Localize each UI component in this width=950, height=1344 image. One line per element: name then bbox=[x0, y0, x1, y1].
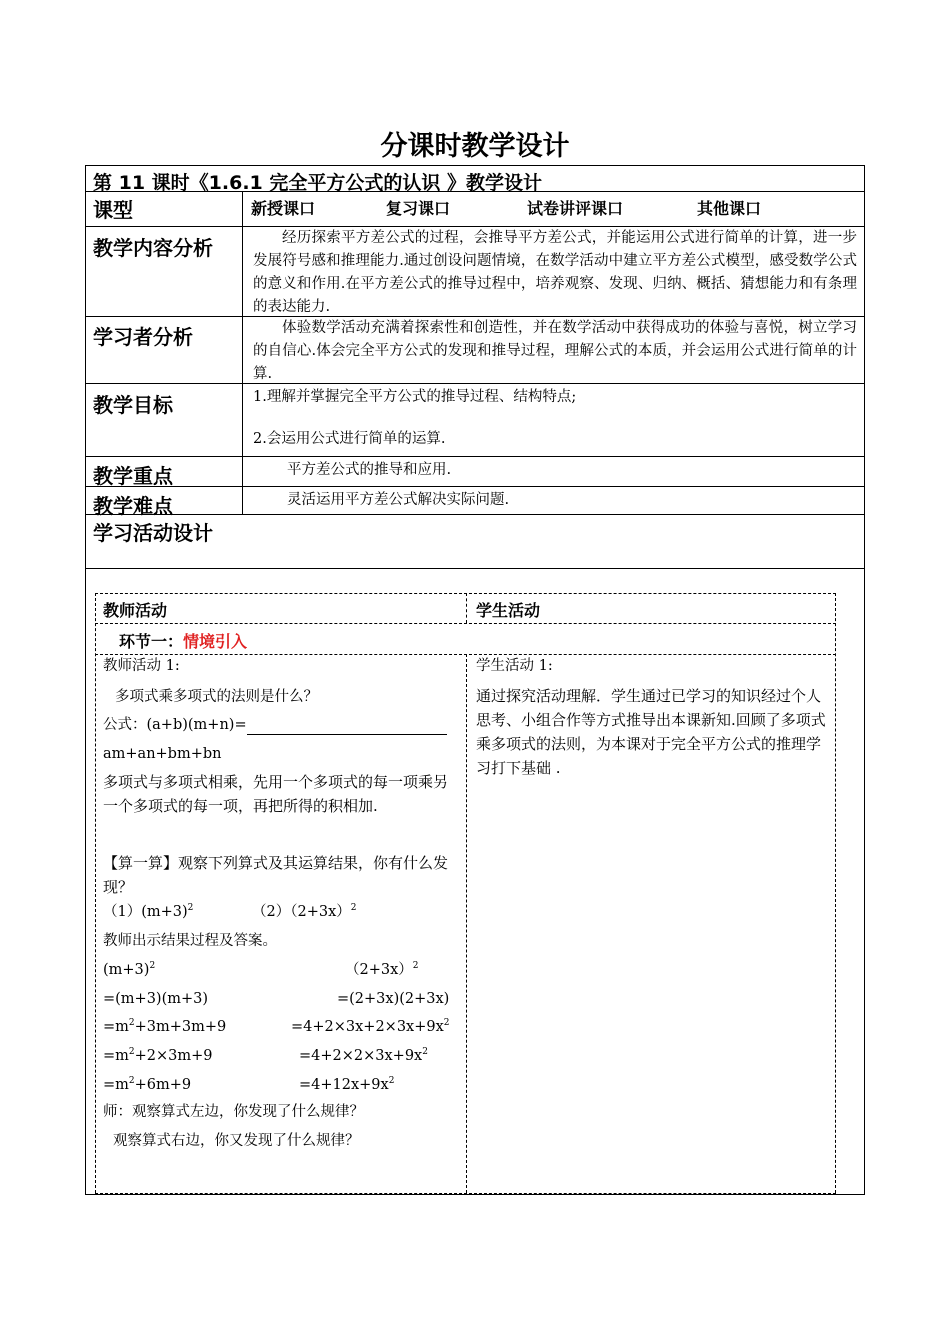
section-title bbox=[119, 629, 247, 652]
formula-blank bbox=[247, 720, 447, 735]
left-step: $=m^2+3m+3m+9$ bbox=[103, 1018, 227, 1035]
right-step: $=4+2\times 2\times 3x+9x^2$ bbox=[299, 1047, 428, 1064]
teacher-activity-header: 教师活动 bbox=[103, 601, 168, 620]
teacher-activity-heading: 教师活动 1: bbox=[103, 658, 180, 674]
content-analysis-label: 教学内容分析 bbox=[93, 236, 213, 260]
right-step: $(2+3x)^2$ bbox=[345, 961, 419, 978]
right-step: $=4+12x+9x^2$ bbox=[299, 1076, 395, 1093]
table-border-bottom bbox=[85, 1194, 865, 1195]
formula-answer: am+an+bm+bn bbox=[103, 746, 222, 762]
table-column-divider bbox=[242, 191, 243, 514]
table-border-top bbox=[85, 165, 865, 166]
table-divider bbox=[85, 486, 865, 487]
section-name: 情境引入 bbox=[183, 632, 248, 651]
course-type-label: 课型 bbox=[93, 198, 133, 222]
table-border-right bbox=[864, 165, 865, 1194]
activity-table-column-divider bbox=[466, 654, 467, 1193]
activity-table-column-divider bbox=[466, 593, 467, 623]
right-step: $=4+2\times 3x+2\times 3x+9x^2$ bbox=[291, 1018, 450, 1035]
table-divider bbox=[85, 514, 865, 515]
right-step: =(2+3x)(2+3x) bbox=[337, 991, 450, 1007]
course-type-option-review[interactable]: 复习课口 bbox=[386, 199, 451, 218]
difficulties-text: 灵活运用平方差公式解决实际问题. bbox=[287, 492, 510, 508]
activity-design-label: 学习活动设计 bbox=[93, 521, 213, 545]
teacher-question-left: 师：观察算式左边，你发现了什么规律？ bbox=[103, 1104, 364, 1120]
teacher-question: 多项式乘多项式的法则是什么？ bbox=[115, 689, 318, 705]
student-activity-heading: 学生活动 1: bbox=[476, 658, 553, 674]
learner-analysis-text: 体验数学活动充满着探索性和创造性，并在数学活动中获得成功的体验与喜悦，树立学习的自信心.体会完全平方公式的发现和推导过程，理解公式的本质，并会运用公式进行简单的计算. bbox=[253, 320, 857, 382]
objective-item: 1.理解并掌握完全平方公式的推导过程、结构特点; bbox=[253, 389, 577, 405]
multiplication-rule: 多项式与多项式相乘，先用一个多项式的每一项乘另一个多项式的每一项，再把所得的积相加. bbox=[103, 773, 449, 815]
course-type-option-new[interactable]: 新授课口 bbox=[251, 199, 316, 218]
learner-analysis-label: 学习者分析 bbox=[93, 325, 193, 349]
teacher-show: 教师出示结果过程及答案。 bbox=[103, 933, 277, 949]
formula-line bbox=[103, 715, 447, 735]
content-analysis-text: 经历探索平方差公式的过程，会推导平方差公式，并能运用公式进行简单的计算，进一步发展符号感和推理能力.通过创设问题情境，在数学活动中建立平方差公式模型，感受数学公式的意义和作用.在平方差公式的推导过程中，培养观察、发现、归纳、概括、猜想能力和有条理的表达能力. bbox=[253, 230, 857, 315]
left-step: =(m+3)(m+3) bbox=[103, 991, 209, 1007]
section-prefix: 环节一： bbox=[119, 632, 184, 651]
key-points-label: 教学重点 bbox=[93, 464, 173, 488]
lesson-header: 第 11 课时《1.6.1 完全平方公式的认识 》教学设计 bbox=[93, 172, 542, 194]
formula-prefix: 公式：(a+b)(m+n)= bbox=[103, 717, 247, 733]
objective-item: 2.会运用公式进行简单的运算. bbox=[253, 431, 446, 447]
left-step: $=m^2+2\times 3m+9$ bbox=[103, 1047, 213, 1064]
activity-table-divider bbox=[95, 623, 836, 624]
left-step: $(m+3)^2$ bbox=[103, 961, 156, 978]
table-border-left bbox=[85, 165, 86, 1194]
activity-table-border-right bbox=[835, 593, 836, 1193]
calc-prompt: 【算一算】观察下列算式及其运算结果，你有什么发现？ bbox=[103, 854, 449, 896]
teacher-question-right: 观察算式右边，你又发现了什么规律？ bbox=[113, 1133, 360, 1149]
table-divider bbox=[85, 456, 865, 457]
left-step: $=m^2+6m+9$ bbox=[103, 1076, 192, 1093]
problem-2: $(2)(2+3x)^2$ bbox=[252, 903, 357, 920]
activity-table-border-left bbox=[95, 593, 96, 1193]
page-title: 分课时教学设计 bbox=[380, 131, 570, 162]
activity-table-border-bottom bbox=[95, 1193, 836, 1194]
course-type-option-other[interactable]: 其他课口 bbox=[697, 199, 762, 218]
student-activity-header: 学生活动 bbox=[476, 601, 541, 620]
key-points-text: 平方差公式的推导和应用. bbox=[287, 462, 452, 478]
course-type-option-exam[interactable]: 试卷讲评课口 bbox=[527, 199, 624, 218]
table-divider bbox=[85, 568, 865, 569]
student-activity-text: 通过探究活动理解．学生通过已学习的知识经过个人思考、小组合作等方式推导出本课新知.回顾了多项式乘多项式的法则，为本课对于完全平方公式的推理学习打下基础 . bbox=[476, 687, 826, 777]
objectives-label: 教学目标 bbox=[93, 393, 173, 417]
problem-1: $(1)(m+3)^2$ bbox=[103, 903, 194, 920]
difficulties-label: 教学难点 bbox=[93, 494, 173, 518]
